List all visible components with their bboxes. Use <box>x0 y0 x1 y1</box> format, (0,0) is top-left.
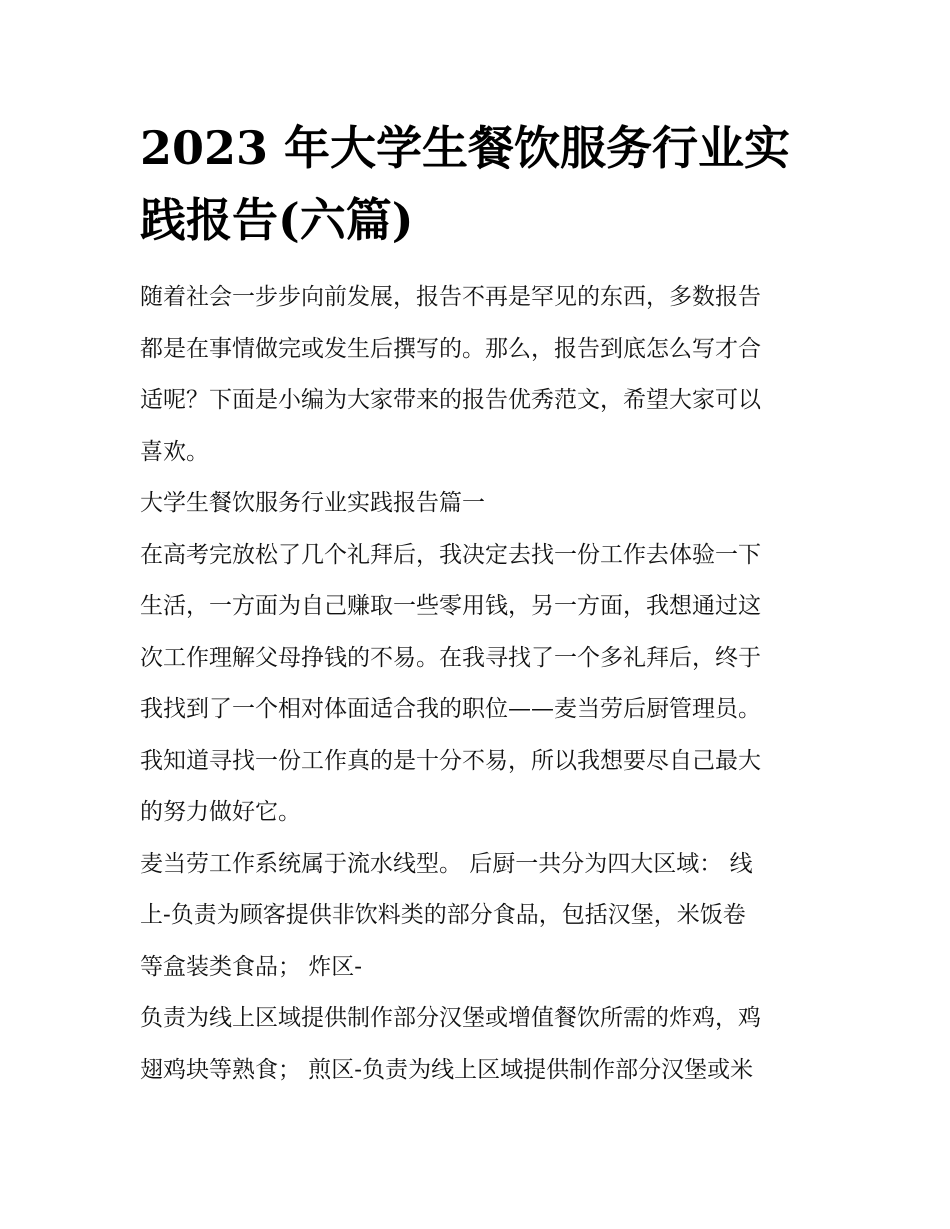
text-line: 大学生餐饮服务行业实践报告篇一 <box>140 490 485 516</box>
text-line: 在高考完放松了几个礼拜后，我决定去找一份工作去体验一下 <box>140 541 761 568</box>
title-line: 践报告(六篇) <box>140 193 414 247</box>
paragraph-kitchen-areas <box>140 993 815 1096</box>
paragraph-intro <box>140 272 815 478</box>
text-line: 负责为线上区域提供制作部分汉堡或增值餐饮所需的炸鸡，鸡 <box>140 1005 761 1031</box>
text-line: 翅鸡块等熟食； 煎区-负责为线上区域提供制作部分汉堡或米 <box>140 1056 754 1083</box>
document-content <box>140 112 815 1096</box>
text-line: 都是在事情做完或发生后撰写的。那么，报告到底怎么写才合 <box>140 335 761 362</box>
text-line: 适呢？下面是小编为大家带来的报告优秀范文，希望大家可以 <box>140 387 761 413</box>
text-line: 等盒装类食品； 炸区- <box>140 953 363 980</box>
text-line: 我知道寻找一份工作真的是十分不易，所以我想要尽自己最大 <box>140 747 761 774</box>
text-line: 次工作理解父母挣钱的不易。在我寻找了一个多礼拜后，终于 <box>140 644 761 671</box>
text-line: 麦当劳工作系统属于流水线型。 后厨一共分为四大区域： 线 <box>140 850 753 877</box>
text-line: 我找到了一个相对体面适合我的职位——麦当劳后厨管理员。 <box>140 696 761 722</box>
paragraph-work-system <box>140 839 815 994</box>
text-line: 随着社会一步步向前发展，报告不再是罕见的东西，多数报告 <box>140 284 761 310</box>
document-body <box>140 272 815 1096</box>
text-line: 生活，一方面为自己赚取一些零用钱，另一方面，我想通过这 <box>140 593 761 619</box>
text-line: 喜欢。 <box>140 438 209 465</box>
title-line: 2023 年大学生餐饮服务行业实 <box>140 121 791 175</box>
paragraph-job-search <box>140 530 815 839</box>
text-line: 上-负责为顾客提供非饮料类的部分食品，包括汉堡，米饭卷 <box>140 902 746 928</box>
document-title <box>140 112 815 256</box>
text-line: 的努力做好它。 <box>140 799 301 825</box>
section-heading <box>140 478 815 530</box>
